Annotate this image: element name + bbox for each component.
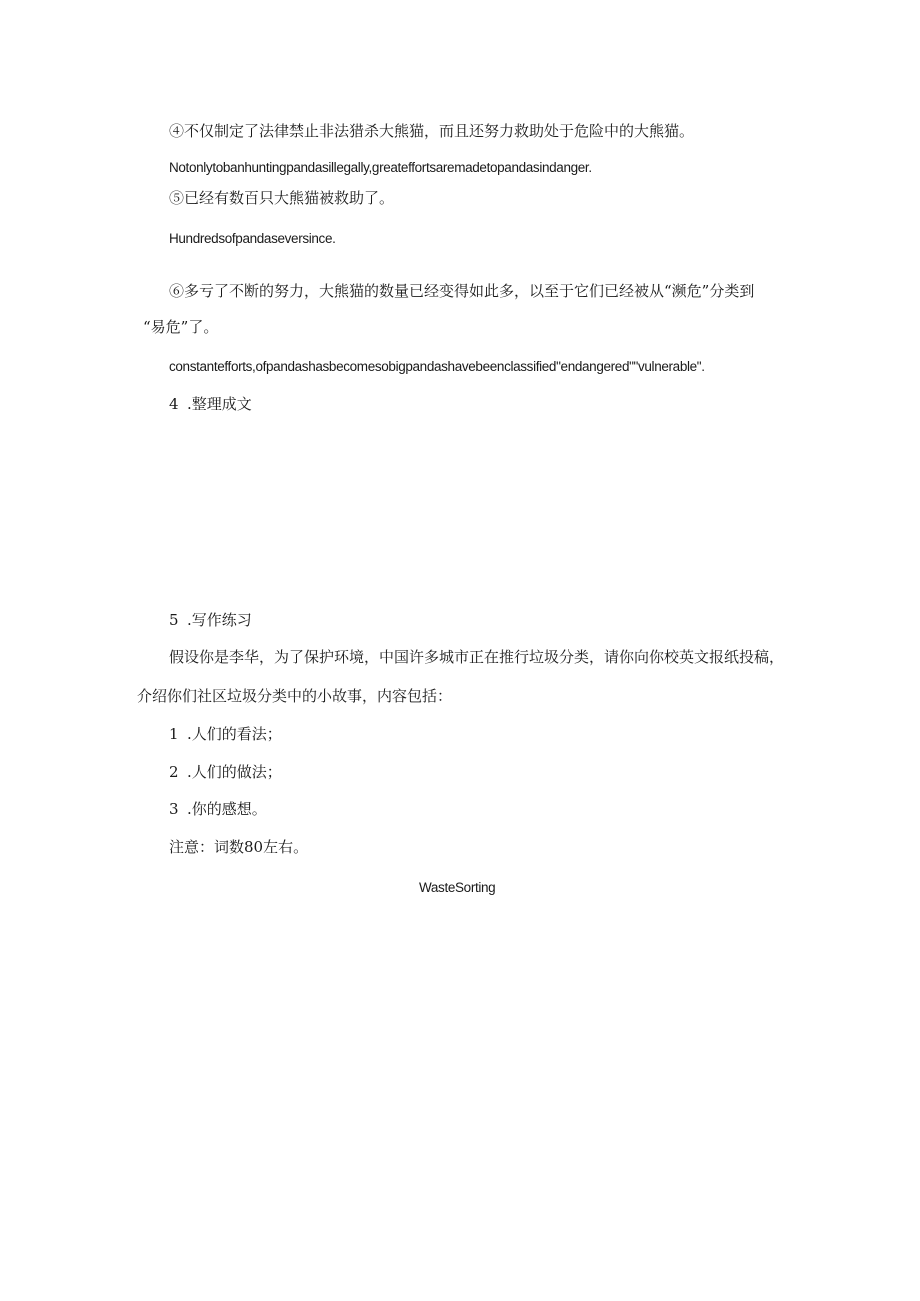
list-item [169,799,267,819]
section4-heading [169,394,252,414]
list-item-text: .人们的看法； [187,725,282,743]
item4-english: Notonlytobanhuntingpandasillegally,greateffortsaremadetopandasindanger. [169,160,592,175]
word-count-note: 注意：词数80左右。 [169,838,309,856]
section5-number: 5 [169,611,179,629]
prompt-line1: 假设你是李华，为了保护环境，中国许多城市正在推行垃圾分类，请你向你校英文报纸投稿， [169,648,785,666]
list-item [169,724,282,744]
item6-chinese-line2: “易危”了。 [143,318,219,336]
list-item-number: 2 [169,763,179,781]
list-item-text: .人们的做法； [187,763,282,781]
list-item [169,762,282,782]
item5-english: Hundredsofpandaseversince. [169,231,336,246]
section5-heading [169,610,252,630]
list-item-number: 1 [169,725,179,743]
prompt-line2: 介绍你们社区垃圾分类中的小故事，内容包括： [137,687,453,705]
item6-english: constantefforts,ofpandashasbecomesobigpandashavebeenclassified"endangered""vulnerable". [169,359,705,374]
item5-chinese: ⑤已经有数百只大熊猫被救助了。 [169,189,395,207]
list-item-text: .你的感想。 [187,800,267,818]
section4-number: 4 [169,395,179,413]
section5-title: .写作练习 [187,611,252,629]
list-item-number: 3 [169,800,179,818]
essay-title: WasteSorting [419,880,496,895]
section4-title: .整理成文 [187,395,252,413]
item4-chinese: ④不仅制定了法律禁止非法猎杀大熊猫，而且还努力救助处于危险中的大熊猫。 [169,122,695,140]
item6-chinese-line1: ⑥多亏了不断的努力，大熊猫的数量已经变得如此多，以至于它们已经被从“濒危”分类到 [169,282,755,300]
